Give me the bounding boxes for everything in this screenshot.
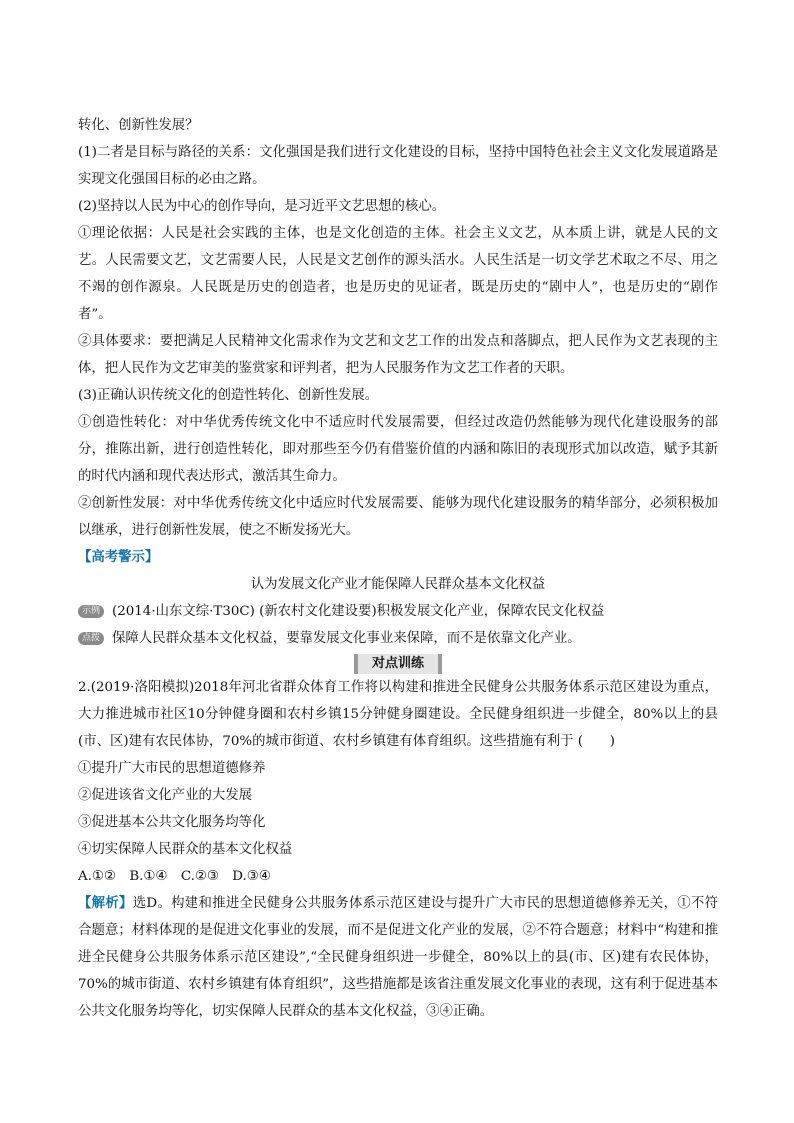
note-text: 保障人民群众基本文化权益，要靠发展文化事业来保障，而不是依靠文化产业。 (112, 631, 581, 646)
warning-title: 认为发展文化产业才能保障人民群众基本文化权益 (250, 577, 546, 592)
point-1-relationship: (1)二者是目标与路径的关系：文化强国是我们进行文化建设的目标，坚持中国特色社会主义文化发展道路是实现文化强国目标的必由之路。 (78, 145, 718, 187)
analysis-paragraph (78, 890, 718, 1025)
answer-choices: A.①② B.①④ C.②③ D.③④ (78, 869, 271, 884)
note-tag: 点拨 (78, 632, 104, 645)
example-row (78, 598, 718, 625)
training-section-label: 对点训练 (354, 654, 442, 674)
question-option-4: ④切实保障人民群众的基本文化权益 (78, 842, 293, 857)
question-stem: 2.(2019·洛阳模拟)2018年河北省群众体育工作将以构建和推进全民健身公共服务体系示范区建设为重点，大力推进城市社区10分钟健身圈和农村乡镇15分钟健身圈建设。全民健身组织进一步健全，80%以上的县(市、区)建有农民体协，70%的城市街道、农村乡镇建有体育组织。这些措施有利于 ( ) (78, 680, 718, 749)
example-text: (2014·山东文综·T30C) (新农村文化建设要)积极发展文化产业，保障农民文化权益 (112, 604, 605, 619)
question-option-3: ③促进基本公共文化服务均等化 (78, 815, 266, 830)
analysis-text: 选D。构建和推进全民健身公共服务体系示范区建设与提升广大市民的思想道德修养无关，①不符合题意；材料体现的是促进文化事业的发展，而不是促进文化产业的发展，②不符合题意；材料中“构建和推进全民健身公共服务体系示范区建设”,“全民健身组织进一步健全，80%以上的县(市、区)建有农民体协，70%的城市街道、农村乡镇建有体育组织”，这些措施都是该省注重发展文化事业的表现，这有利于促进基本公共文化服务均等化，切实保障人民群众的基本文化权益，③④正确。 (78, 896, 718, 1019)
exam-warning-heading: 【高考警示】 (78, 549, 159, 565)
point-2-people-centered: (2)坚持以人民为中心的创作导向，是习近平文艺思想的核心。 (78, 199, 446, 214)
point-3-traditional-culture: (3)正确认识传统文化的创造性转化、创新性发展。 (78, 388, 379, 403)
creative-transformation: ①创造性转化：对中华优秀传统文化中不适应时代发展需要，但经过改造仍然能够为现代化建设服务的部分，推陈出新，进行创造性转化，即对那些至今仍有借鉴价值的内涵和陈旧的表现形式加以改造，赋予其新的时代内涵和现代表达形式，激活其生命力。 (78, 415, 718, 484)
example-tag: 示例 (78, 605, 104, 618)
note-row (78, 625, 718, 652)
innovative-development: ②创新性发展：对中华优秀传统文化中适应时代发展需要、能够为现代化建设服务的精华部分，必须积极加以继承，进行创新性发展，使之不断发扬光大。 (78, 496, 718, 538)
paragraph-continuation: 转化、创新性发展？ (78, 118, 199, 133)
document-body (78, 112, 718, 1025)
question-option-1: ①提升广大市民的思想道德修养 (78, 761, 266, 776)
training-section-bar (78, 654, 718, 674)
theory-basis: ①理论依据：人民是社会实践的主体，也是文化创造的主体。社会主义文艺，从本质上讲，就是人民的文艺。人民需要文艺，文艺需要人民，人民是文艺创作的源头活水。人民生活是一切文学艺术取之不尽、用之不竭的创作源泉。人民既是历史的创造者，也是历史的见证者，既是历史的“剧中人”，也是历史的“剧作者”。 (78, 226, 718, 322)
specific-requirements: ②具体要求：要把满足人民精神文化需求作为文艺和文艺工作的出发点和落脚点，把人民作为文艺表现的主体，把人民作为文艺审美的鉴赏家和评判者，把为人民服务作为文艺工作者的天职。 (78, 334, 718, 376)
question-option-2: ②促进该省文化产业的大发展 (78, 788, 253, 803)
analysis-label: 【解析】 (78, 895, 133, 911)
